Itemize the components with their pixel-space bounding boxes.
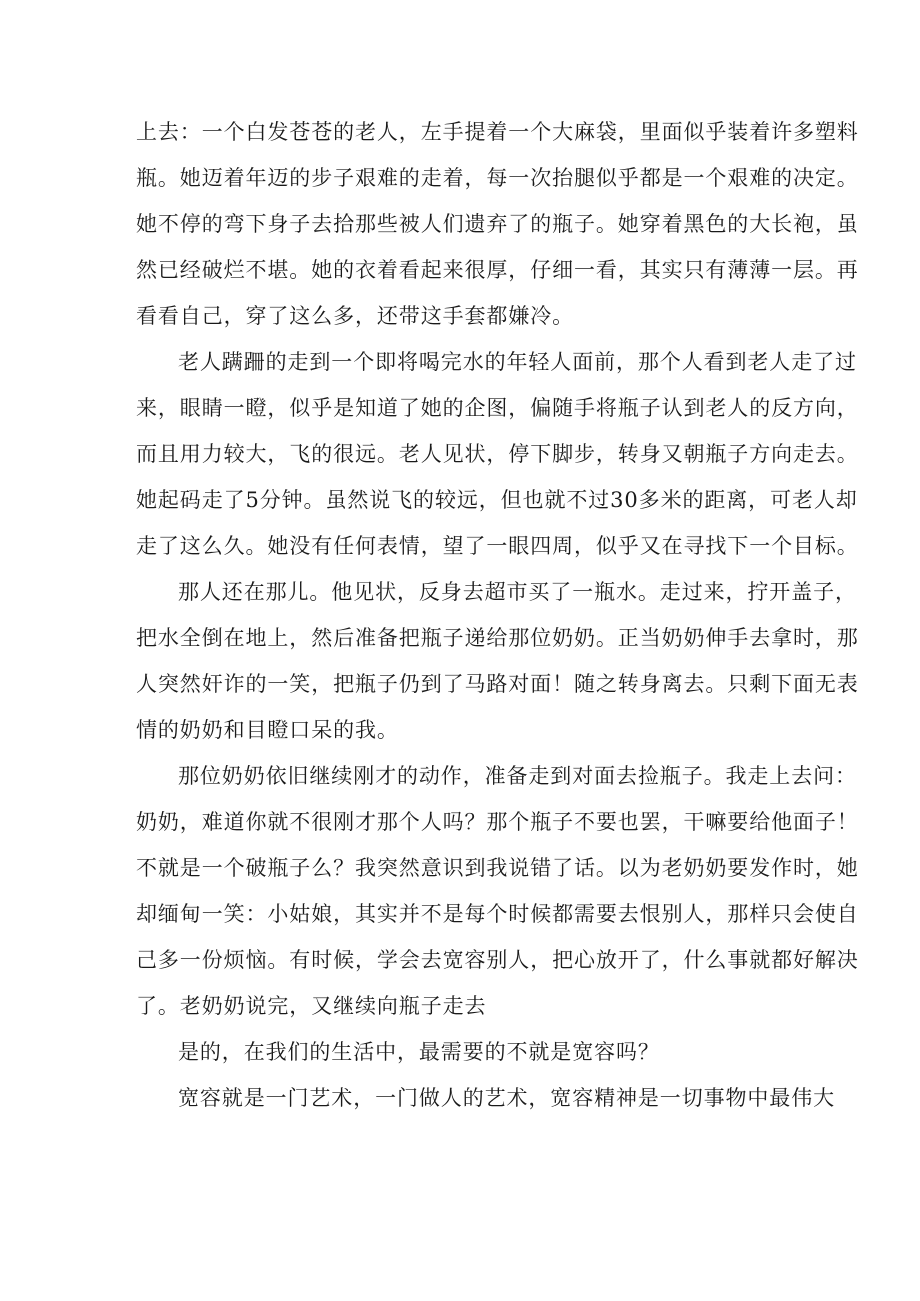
- text-line: 瓶。她迈着年迈的步子艰难的走着，每一次抬腿似乎都是一个艰难的决定。: [136, 166, 859, 190]
- text-line: 人突然奸诈的一笑，把瓶子仍到了马路对面！随之转身离去。只剩下面无表: [136, 672, 859, 696]
- paragraph: [136, 1075, 835, 1121]
- text-line: 来，眼睛一瞪，似乎是知道了她的企图，偏随手将瓶子认到老人的反方向，: [136, 396, 859, 420]
- text-line: 老人蹒跚的走到一个即将喝完水的年轻人面前，那个人看到老人走了过: [178, 350, 857, 374]
- text-line: 她起码走了5分钟。虽然说飞的较远，但也就不过30多米的距离，可老人却: [136, 488, 858, 512]
- text-line: 她不停的弯下身子去拾那些被人们遗弃了的瓶子。她穿着黑色的大长袍，虽: [136, 212, 859, 236]
- paragraph: [136, 1029, 796, 1075]
- text-line: 奶奶，难道你就不很刚才那个人吗？那个瓶子不要也罢，干嘛要给他面子！: [136, 810, 859, 834]
- text-line: 而且用力较大，飞的很远。老人见状，停下脚步，转身又朝瓶子方向走去。: [136, 442, 859, 466]
- paragraph: [136, 109, 859, 339]
- article-body: [136, 109, 859, 1121]
- text-line: 走了这么久。她没有任何表情，望了一眼四周，似乎又在寻找下一个目标。: [136, 534, 859, 558]
- text-line: 把水全倒在地上，然后准备把瓶子递给那位奶奶。正当奶奶伸手去拿时，那: [136, 626, 859, 650]
- paragraph: [136, 569, 859, 753]
- paragraph: [136, 339, 859, 569]
- text-line: 是的，在我们的生活中，最需要的不就是宽容吗？: [178, 1040, 660, 1064]
- text-line: 却缅甸一笑：小姑娘，其实并不是每个时候都需要去恨别人，那样只会使自: [136, 902, 859, 926]
- text-line: 上去：一个白发苍苍的老人，左手提着一个大麻袋，里面似乎装着许多塑料: [136, 120, 859, 144]
- text-line: 那人还在那儿。他见状，反身去超市买了一瓶水。走过来，拧开盖子，: [178, 580, 857, 604]
- text-line: 然已经破烂不堪。她的衣着看起来很厚，仔细一看，其实只有薄薄一层。再: [136, 258, 859, 282]
- text-line: 不就是一个破瓶子么？我突然意识到我说错了话。以为老奶奶要发作时，她: [136, 856, 859, 880]
- paragraph: [136, 753, 859, 1029]
- text-line: 宽容就是一门艺术，一门做人的艺术，宽容精神是一切事物中最伟大: [178, 1086, 835, 1110]
- text-line: 情的奶奶和目瞪口呆的我。: [136, 718, 399, 742]
- text-line: 那位奶奶依旧继续刚才的动作，准备走到对面去捡瓶子。我走上去问：: [178, 764, 857, 788]
- text-line: 了。老奶奶说完，又继续向瓶子走去: [136, 994, 487, 1018]
- text-line: 看看自己，穿了这么多，还带这手套都嫌冷。: [136, 304, 574, 328]
- text-line: 己多一份烦恼。有时候，学会去宽容别人，把心放开了，什么事就都好解决: [136, 948, 859, 972]
